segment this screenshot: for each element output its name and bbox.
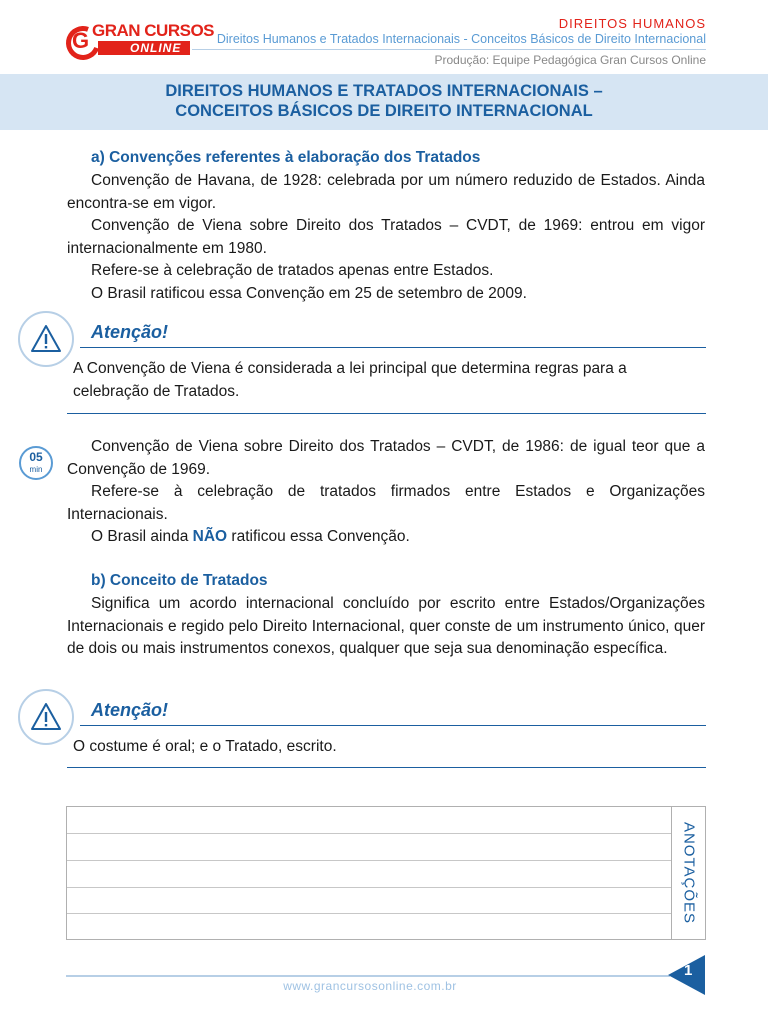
attention-text-2: O costume é oral; e o Tratado, escrito. xyxy=(73,738,337,755)
attention-label-1: Atenção! xyxy=(91,322,169,342)
time-marker-value: 05 xyxy=(29,450,43,464)
title-line2: CONCEITOS BÁSICOS DE DIREITO INTERNACIONAL xyxy=(175,102,593,120)
notes-label-area xyxy=(672,807,706,939)
time-marker-badge xyxy=(19,446,53,480)
mid-paragraph-3-pre: O Brasil ainda xyxy=(91,528,193,545)
header-production: Produção: Equipe Pedagógica Gran Cursos Online xyxy=(434,53,706,67)
section-a-paragraph-2: Convenção de Viena sobre Direito dos Tratados – CVDT, de 1969: entrou em vigor internacionalmente em 1980. xyxy=(67,217,705,257)
attention-rule-2 xyxy=(80,725,706,726)
section-b-paragraph-1: Significa um acordo internacional concluído por escrito entre Estados/Organizações Internacionais e regido pelo Direito Internacional, quer conste de um instrumento único, quer de dois ou mais instrumentos conexos, qualquer que seja sua denominação específica. xyxy=(67,595,705,657)
notes-label: ANOTAÇÕES xyxy=(680,821,698,925)
section-a-paragraph-4: O Brasil ratificou essa Convenção em 25 de setembro de 2009. xyxy=(91,285,527,302)
mid-paragraph-3 xyxy=(67,526,705,549)
note-line xyxy=(67,913,671,914)
footer-url: www.grancursosonline.com.br xyxy=(283,979,457,993)
logo-letter: G xyxy=(72,28,90,53)
note-line xyxy=(67,860,671,861)
note-line xyxy=(67,887,671,888)
section-a-paragraph-1: Convenção de Havana, de 1928: celebrada por um número reduzido de Estados. Ainda encontra-se em vigor. xyxy=(67,172,705,212)
page-number: 1 xyxy=(684,962,693,979)
warning-icon xyxy=(18,311,74,367)
highlight-nao: NÃO xyxy=(192,528,228,545)
notes-box xyxy=(66,806,706,940)
gran-cursos-logo xyxy=(66,20,215,60)
title-line1: DIREITOS HUMANOS E TRATADOS INTERNACIONAIS – xyxy=(165,82,603,100)
page-title xyxy=(0,74,768,130)
footer-divider xyxy=(66,975,670,977)
attention-rule-1 xyxy=(80,347,706,348)
logo-line2: ONLINE xyxy=(130,41,182,55)
header-topic: Direitos Humanos e Tratados Internacionais - Conceitos Básicos de Direito Internacional xyxy=(216,32,706,46)
attention-label-2: Atenção! xyxy=(91,700,169,720)
mid-paragraph-3-post: ratificou essa Convenção. xyxy=(227,528,410,545)
attention-text-1: A Convenção de Viena é considerada a lei principal que determina regras para a celebração de Tratados. xyxy=(73,360,627,400)
time-marker-unit: min xyxy=(29,465,43,474)
section-b-heading: b) Conceito de Tratados xyxy=(91,572,268,589)
logo-line1: GRAN CURSOS xyxy=(92,21,215,40)
warning-icon xyxy=(18,689,74,745)
mid-paragraph-1: Convenção de Viena sobre Direito dos Tratados – CVDT, de 1986: de igual teor que a Convenção de 1969. xyxy=(67,438,705,478)
header-divider xyxy=(192,49,706,50)
mid-paragraph-2: Refere-se à celebração de tratados firmados entre Estados e Organizações Internacionais. xyxy=(67,483,705,523)
note-line xyxy=(67,833,671,834)
attention-bottom-rule-1 xyxy=(67,413,706,414)
section-a-paragraph-3: Refere-se à celebração de tratados apenas entre Estados. xyxy=(91,262,494,279)
attention-bottom-rule-2 xyxy=(67,767,706,768)
section-a-heading: a) Convenções referentes à elaboração dos Tratados xyxy=(91,149,481,166)
page-header xyxy=(0,0,768,72)
header-subject: DIREITOS HUMANOS xyxy=(558,16,706,31)
